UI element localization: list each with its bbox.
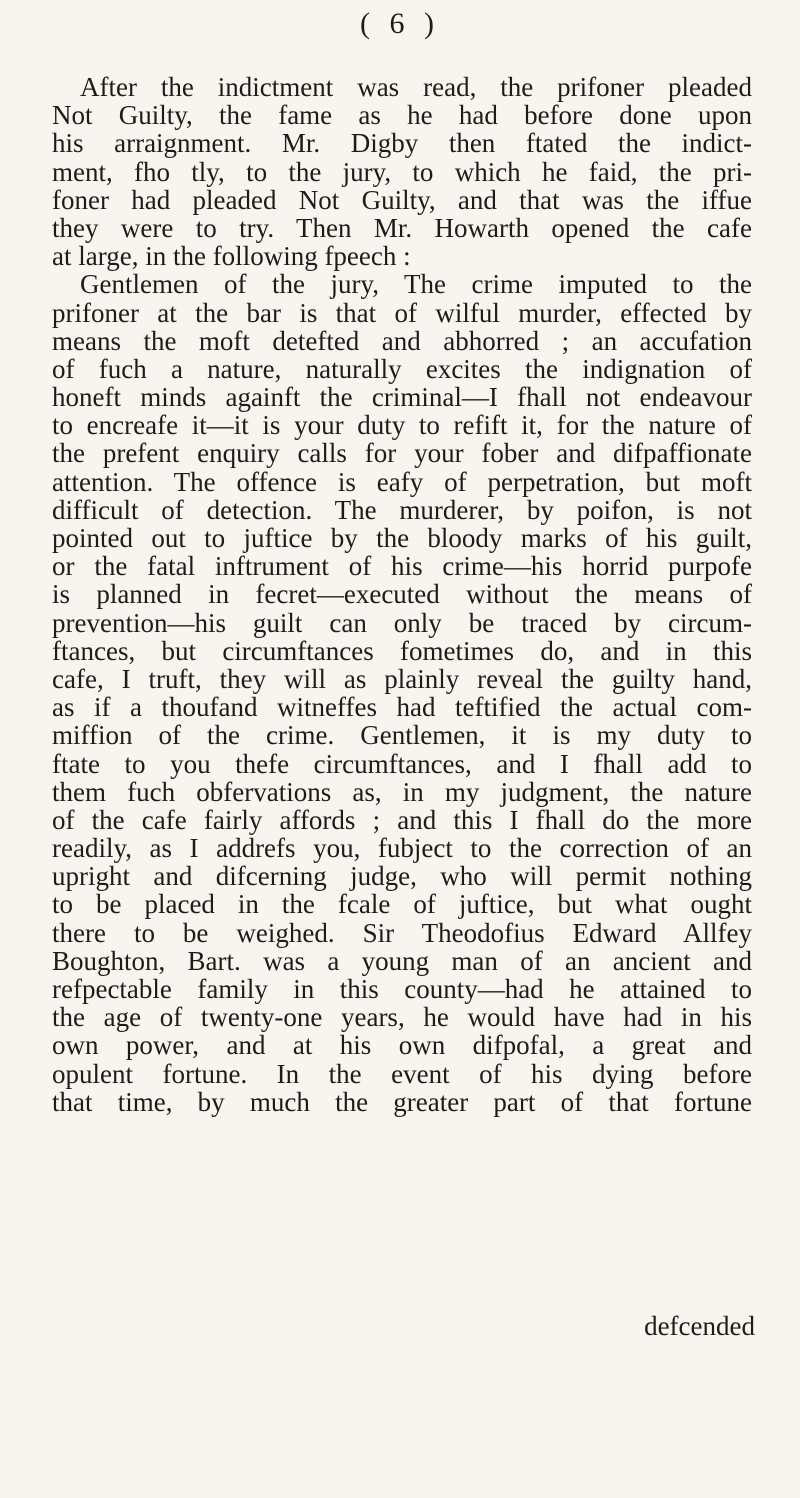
catchword: defcended: [644, 1311, 755, 1341]
text-line: means the moft detefted and abhorred ; an accufation: [52, 325, 752, 356]
text-line: refpectable family in this county—had he attained to: [52, 974, 752, 1004]
page-number: ( 6 ): [360, 7, 440, 40]
text-line: upright and difcerning judge, who will permit nothing: [52, 861, 752, 892]
text-line: the age of twenty-one years, he would have had in his: [52, 1002, 752, 1033]
text-line: Gentlemen of the jury, The crime imputed to the: [80, 269, 752, 300]
text-line: they were to try. Then Mr. Howarth opened the cafe: [52, 212, 752, 243]
text-line: difficult of detection. The murderer, by poifon, is not: [52, 494, 752, 525]
text-line: of the cafe fairly affords ; and this I fhall do the more: [52, 804, 752, 835]
text-line: foner had pleaded Not Guilty, and that was the iffue: [52, 184, 752, 215]
text-line: that time, by much the greater part of that fortune: [52, 1086, 752, 1117]
text-line: opulent fortune. In the event of his dying before: [52, 1058, 752, 1089]
text-line: pointed out to juftice by the bloody marks of his guilt,: [52, 523, 752, 553]
text-line: cafe, I truft, they will as plainly reveal the guilty hand,: [52, 663, 752, 694]
text-line: Boughton, Bart. was a young man of an ancient and: [52, 945, 752, 976]
text-line: miffion of the crime. Gentlemen, it is my duty to: [52, 720, 752, 751]
text-line: as if a thoufand witneffes had teftified the actual com-: [52, 692, 752, 723]
text-line: there to be weighed. Sir Theodofius Edward Allfey: [52, 917, 752, 948]
text-line: honeft minds againft the criminal—I fhall not endeavour: [52, 382, 752, 413]
text-line: readily, as I addrefs you, fubject to the correction of an: [52, 833, 752, 864]
text-line: the prefent enquiry calls for your fober and difpaffionate: [52, 438, 752, 469]
text-line: to be placed in the fcale of juftice, but what ought: [52, 889, 752, 920]
text-line: his arraignment. Mr. Digby then ftated the indict-: [52, 128, 752, 159]
text-line: Not Guilty, the fame as he had before done upon: [52, 100, 752, 131]
text-line: attention. The offence is eafy of perpetration, but moft: [52, 466, 752, 497]
text-line: is planned in fecret—executed without the means of: [52, 579, 752, 610]
text-line: at large, in the following fpeech :: [52, 241, 411, 272]
text-line: After the indictment was read, the prifoner pleaded: [80, 72, 752, 102]
text-line: ftate to you thefe circumftances, and I fhall add to: [52, 748, 752, 779]
text-line: of fuch a nature, naturally excites the indignation of: [52, 353, 752, 384]
text-line: own power, and at his own difpofal, a great and: [52, 1030, 752, 1061]
text-line: prifoner at the bar is that of wilful murder, effected by: [52, 297, 752, 328]
body-text: [52, 73, 752, 1116]
text-line: to encreafe it—it is your duty to refift it, for the nature of: [52, 410, 752, 441]
text-line: ment, fho tly, to the jury, to which he faid, the pri-: [52, 156, 752, 187]
text-line: ftances, but circumftances fometimes do, and in this: [52, 635, 752, 666]
text-line: or the fatal inftrument of his crime—his horrid purpofe: [52, 551, 752, 582]
text-line: prevention—his guilt can only be traced by circum-: [52, 607, 752, 638]
text-line: them fuch obfervations as, in my judgment, the nature: [52, 776, 752, 807]
